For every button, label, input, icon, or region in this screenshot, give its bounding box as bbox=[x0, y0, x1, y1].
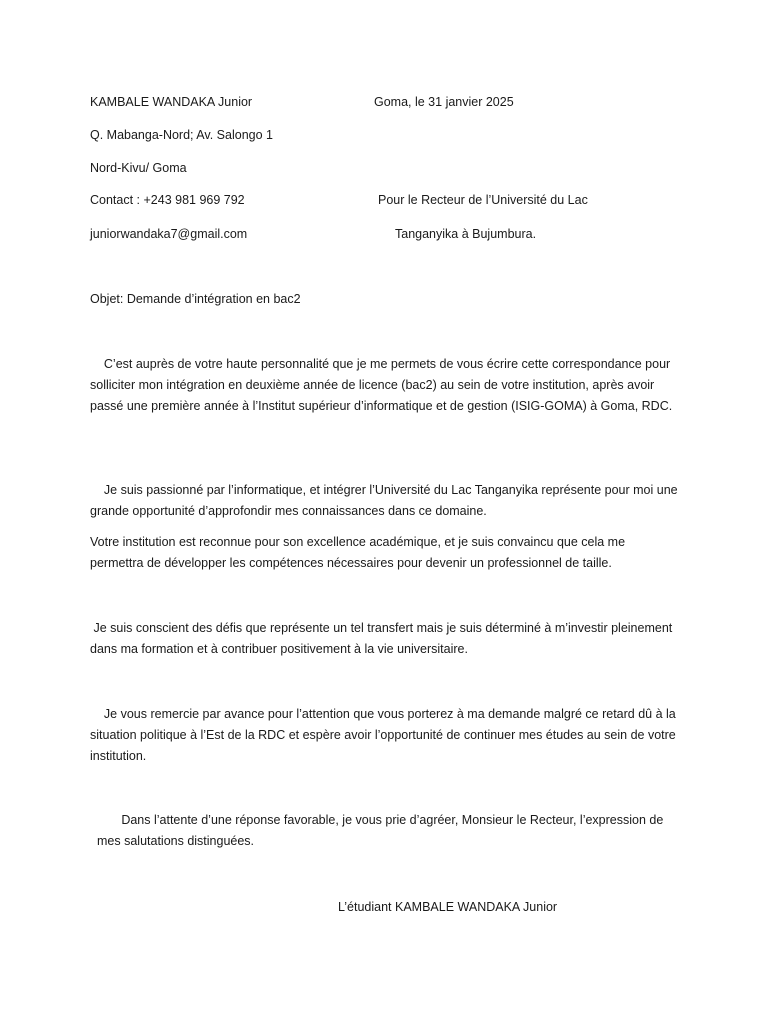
sender-contact: Contact : +243 981 969 792 bbox=[90, 193, 245, 207]
recipient-line-2: Tanganyika à Bujumbura. bbox=[395, 227, 537, 241]
body-paragraph-3: Votre institution est reconnue pour son excellence académique, et je suis convaincu que cela me permettra de développer les compétences nécessaires pour devenir un professionnel de taille. bbox=[90, 535, 629, 570]
signature-line: L’étudiant KAMBALE WANDAKA Junior bbox=[338, 900, 558, 914]
body-paragraph-4: Je suis conscient des défis que représente un tel transfert mais je suis déterminé à m’investir pleinement dans ma formation et à contribuer positivement à la vie universitaire. bbox=[90, 621, 676, 656]
body-paragraph-1: C’est auprès de votre haute personnalité que je me permets de vous écrire cette correspondance pour solliciter mon intégration en deuxième année de licence (bac2) au sein de votre institution, après avoir passé une première année à l’Institut supérieur d’informatique et de gestion (ISIG-GOMA) à Goma, RDC. bbox=[90, 357, 674, 413]
recipient-line-1: Pour le Recteur de l’Université du Lac bbox=[378, 193, 588, 207]
body-paragraph-2: Je suis passionné par l’informatique, et intégrer l’Université du Lac Tanganyika représente pour moi une grande opportunité d’approfondir mes connaissances dans ce domaine. bbox=[90, 483, 682, 518]
sender-region: Nord-Kivu/ Goma bbox=[90, 161, 187, 175]
date-line: Goma, le 31 janvier 2025 bbox=[374, 95, 514, 109]
sender-email: juniorwandaka7@gmail.com bbox=[90, 227, 248, 241]
body-paragraph-5: Je vous remercie par avance pour l’attention que vous porterez à ma demande malgré ce retard dû à la situation politique à l’Est de la RDC et espère avoir l’opportunité de continuer mes études au sein de votre institution. bbox=[90, 707, 680, 763]
subject-line: Objet: Demande d’intégration en bac2 bbox=[90, 292, 301, 306]
body-paragraph-6: Dans l’attente d’une réponse favorable, je vous prie d’agréer, Monsieur le Recteur, l’expression de mes salutations distinguées. bbox=[97, 813, 667, 848]
sender-address: Q. Mabanga-Nord; Av. Salongo 1 bbox=[90, 128, 273, 142]
sender-name: KAMBALE WANDAKA Junior bbox=[90, 95, 253, 109]
